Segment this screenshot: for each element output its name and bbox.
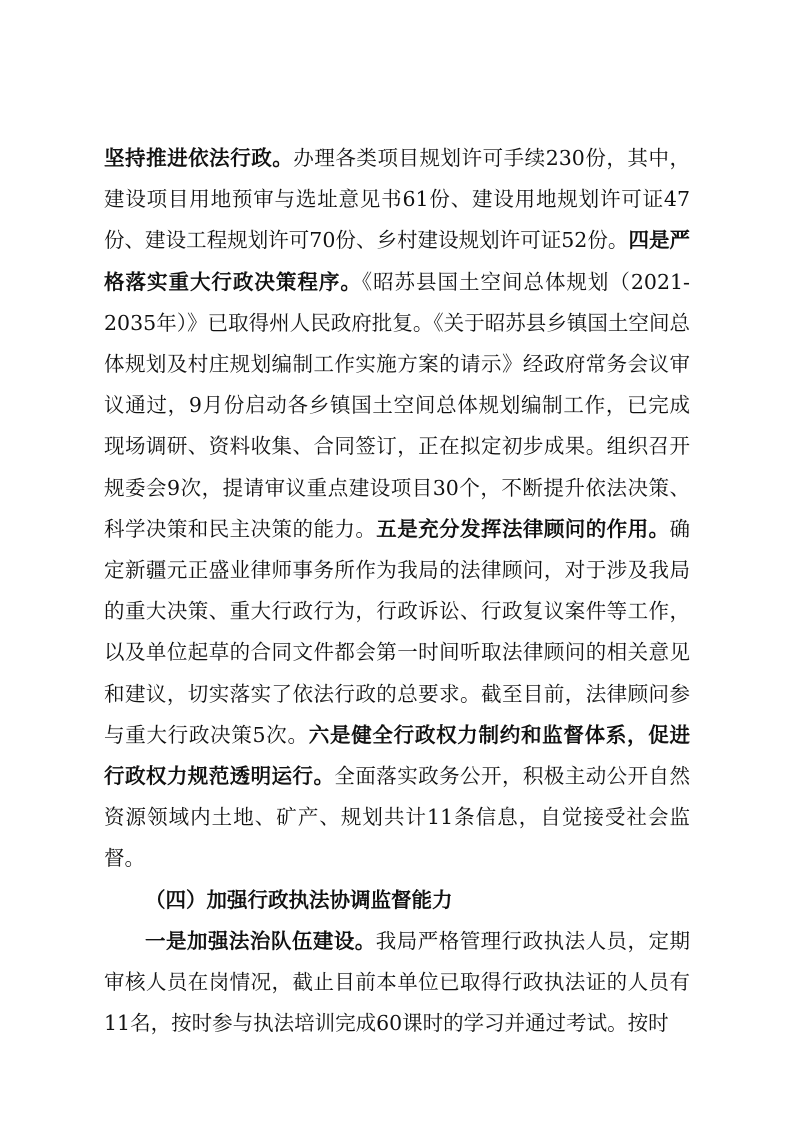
emphasis-point-four: 四是严格落实重大行政决策程序。 xyxy=(104,228,690,294)
text-legal-advisor: 确定新疆元正盛业律师事务所作为我局的法律顾问，对于涉及我局的重大决策、重大行政行为，行政诉讼、行政复议案件等工作，以及单位起草的合同文件都会第一时间听取法律顾问的相关意见和建议，切实落实了依法行政的总要求。截至目前，法律顾问参与重大行政决策5次。 xyxy=(104,516,691,747)
text-enforcement-staff: 我局严格管理行政执法人员，定期审核人员在岗情况，截止目前本单位已取得行政执法证的人员有11名，按时参与执法培训完成60课时的学习并通过考试。按时 xyxy=(104,928,691,1036)
emphasis-point-six: 六是健全行政权力制约和监督体系，促进行政权力规范透明运行。 xyxy=(104,722,690,789)
paragraph-legal-administration xyxy=(104,138,690,880)
section-heading: （四）加强行政执法协调监督能力 xyxy=(145,887,453,912)
text-planning-permits: 办理各类项目规划许可手续230份，其中，建设项目用地预审与选址意见书61份、建设用地规划许可证47份、建设工程规划许可70份、乡村建设规划许可证52份。 xyxy=(104,146,691,253)
emphasis-point-one: 一是加强法治队伍建设。 xyxy=(145,928,376,953)
emphasis-rule-of-law: 坚持推进依法行政。 xyxy=(104,146,294,170)
paragraph-team-building xyxy=(104,921,690,1045)
emphasis-point-five: 五是充分发挥法律顾问的作用。 xyxy=(376,516,670,541)
text-transparency: 全面落实政务公开，积极主动公开自然资源领域内土地、矿产、规划共计11条信息，自觉接受社会监督。 xyxy=(104,764,691,871)
text-major-decisions: 《昭苏县国土空间总体规划（2021-2035年）》已取得州人民政府批复。《关于昭苏县乡镇国土空间总体规划及村庄规划编制工作实施方案的请示》经政府常务会议审议通过，9月份启动各乡镇国土空间总体规划编制工作，已完成现场调研、资料收集、合同签订，正在拟定初步成果。组织召开规委会9次，提请审议重点建设项目30个，不断提升依法决策、科学决策和民主决策的能力。 xyxy=(104,269,690,541)
document-body xyxy=(104,138,690,1044)
